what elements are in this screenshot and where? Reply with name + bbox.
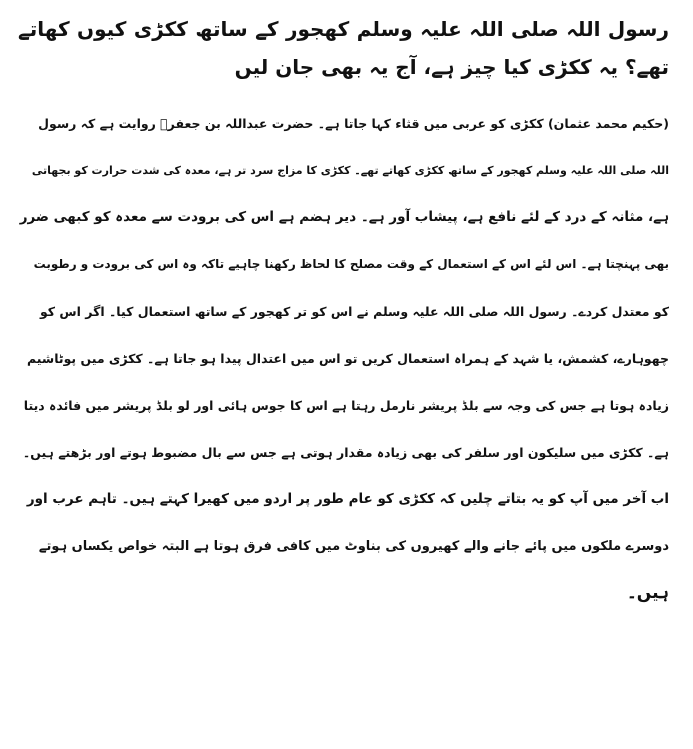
body-line: کو معتدل کردے۔ رسول اللہ صلی اللہ علیہ وسلم نے اس کو تر کھجور کے ساتھ استعمال کیا۔ اگر اس کو [39,304,669,319]
article-body [18,100,669,617]
body-line: (حکیم محمد عثمان) ککڑی کو عربی میں قثاء کہا جاتا ہے۔ حضرت عبداللہ بن جعفرؓ روایت ہے کہ رسول [38,116,669,131]
body-line: ہے۔ ککڑی میں سلیکون اور سلفر کی بھی زیادہ مقدار ہوتی ہے جس سے بال مضبوط ہوتے اور بڑھتے ہیں۔ [22,445,669,460]
body-line: ہیں۔ [626,583,669,603]
body-line: دوسرے ملکوں میں پائے جانے والے کھیروں کی بناوٹ میں کافی فرق ہوتا ہے البتہ خواص یکساں ہوتے [38,539,669,554]
body-line: اب آخر میں آپ کو یہ بتاتے چلیں کہ ککڑی کو عام طور پر اردو میں کھیرا کہتے ہیں۔ تاہم عرب اور [26,491,669,507]
body-line: بھی پہنچتا ہے۔ اس لئے اس کے استعمال کے وقت مصلح کا لحاظ رکھنا چاہیے تاکہ وہ اس کی برودت و رطوبت [33,257,669,271]
body-line: ہے، مثانہ کے درد کے لئے نافع ہے، پیشاب آور ہے۔ دیر ہضم ہے اس کی برودت سے معدہ کو کبھی ضرر [19,209,669,225]
body-line: زیادہ ہوتا ہے جس کی وجہ سے بلڈ پریشر نارمل رہتا ہے اس کا جوس ہائی اور لو بلڈ پریشر میں فائدہ دیتا [23,398,669,413]
body-line: اللہ صلی اللہ علیہ وسلم کھجور کے ساتھ ککڑی کھاتے تھے۔ ککڑی کا مزاج سرد تر ہے، معدہ کی شدت حرارت کو بجھاتی [31,164,669,177]
body-line: چھوہارے، کشمش، یا شہد کے ہمراہ استعمال کریں تو اس میں اعتدال پیدا ہو جاتا ہے۔ ککڑی میں پوٹاشیم [27,351,669,366]
article-heading: رسول اللہ صلی اللہ علیہ وسلم کھجور کے ساتھ ککڑی کیوں کھاتے تھے؟ یہ ککڑی کیا چیز ہے، آج یہ بھی جان لیں [18,17,669,79]
